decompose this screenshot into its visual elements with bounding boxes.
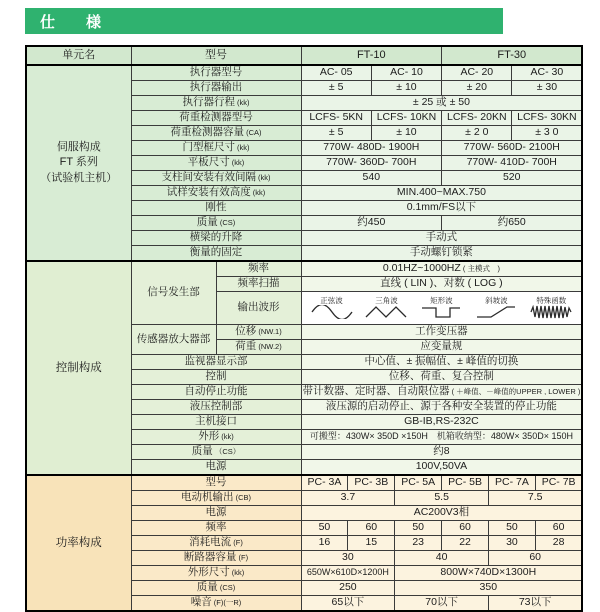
cell-text: 电源 bbox=[205, 506, 227, 519]
cell-value bbox=[301, 231, 582, 246]
cell-text: 0.1mm/FS以下 bbox=[406, 201, 477, 214]
cell-small-text: (kk) bbox=[234, 143, 250, 153]
cell-text: 23 bbox=[412, 536, 425, 549]
cell-text: 液压控制部 bbox=[189, 400, 243, 413]
cell-value bbox=[301, 261, 582, 277]
cell-text: 60 bbox=[459, 521, 471, 534]
cell-text: ± 5 bbox=[328, 126, 344, 139]
cell-text: AC- 10 bbox=[390, 66, 423, 79]
waveform-label: 三角波 bbox=[375, 295, 398, 305]
cell-small-text: (NW.1) bbox=[256, 327, 282, 337]
cell-text: 约8 bbox=[433, 445, 450, 458]
cell-value bbox=[489, 536, 536, 551]
cell-small-text: （CS） bbox=[212, 447, 241, 457]
unit-label-line: （试验机主机） bbox=[40, 171, 118, 184]
cell-text: 30 bbox=[506, 536, 518, 549]
cell-value bbox=[301, 385, 582, 400]
cell-text: LCFS- 5KN bbox=[309, 111, 363, 124]
cell-text: 液压源的启动停止、源于各种安全装置的停止功能 bbox=[325, 400, 557, 413]
cell-value bbox=[301, 277, 582, 292]
cell-value bbox=[348, 536, 395, 551]
table-header-row bbox=[26, 46, 582, 65]
cell-value bbox=[395, 596, 489, 612]
cell-text: 3.7 bbox=[340, 491, 356, 504]
group-label bbox=[131, 325, 216, 355]
row-label bbox=[131, 141, 301, 156]
cell-text: AC- 05 bbox=[319, 66, 353, 79]
cell-text: 50 bbox=[506, 521, 518, 534]
cell-value bbox=[301, 126, 371, 141]
cell-small-text: ( 主模式 ) bbox=[460, 264, 500, 274]
waveform-item bbox=[362, 297, 410, 320]
cell-small-text: (F) bbox=[236, 553, 249, 563]
cell-small-text: (CS) bbox=[217, 583, 236, 593]
cell-value bbox=[395, 521, 442, 536]
row-label bbox=[131, 81, 301, 96]
cell-value bbox=[512, 126, 582, 141]
cell-text: 350 bbox=[479, 581, 498, 594]
row-label bbox=[131, 521, 301, 536]
cell-value bbox=[301, 566, 395, 581]
cell-value bbox=[489, 475, 536, 491]
cell-text: 传感器放大器部 bbox=[136, 332, 211, 345]
cell-text: 监视器显示部 bbox=[184, 355, 248, 368]
cell-value bbox=[442, 216, 583, 231]
cell-text: PC- 5B bbox=[448, 476, 482, 489]
cell-value bbox=[442, 536, 489, 551]
cell-text: 工作变压器 bbox=[415, 325, 468, 338]
cell-text: 型号 bbox=[205, 48, 227, 61]
cell-text: 试样安装有效高度 bbox=[166, 186, 251, 199]
cell-text: 7.5 bbox=[527, 491, 543, 504]
cell-text: 800W×740D×1300H bbox=[440, 566, 537, 579]
cell-text: MIN.400~MAX.750 bbox=[396, 186, 486, 199]
cell-text: 16 bbox=[318, 536, 331, 549]
cell-text: 770W- 360D- 700H bbox=[326, 156, 417, 169]
cell-value bbox=[395, 581, 583, 596]
table-row bbox=[26, 475, 582, 491]
cell-value bbox=[301, 475, 348, 491]
row-label bbox=[216, 325, 301, 340]
cell-value bbox=[512, 81, 582, 96]
cell-value bbox=[301, 325, 582, 340]
col-header-model bbox=[131, 46, 301, 65]
cell-value bbox=[535, 475, 582, 491]
cell-text: 250 bbox=[339, 581, 357, 594]
waveform-label: 正弦波 bbox=[320, 295, 343, 305]
cell-value bbox=[301, 96, 582, 111]
cell-small-text: (CB) bbox=[233, 493, 251, 503]
cell-value bbox=[301, 141, 442, 156]
cell-small-text: (CS) bbox=[217, 218, 236, 228]
cell-text: ± 10 bbox=[396, 81, 417, 94]
row-label bbox=[131, 475, 301, 491]
cell-text: 770W- 560D- 2100H bbox=[463, 141, 560, 154]
cell-text: 位移 bbox=[235, 325, 257, 338]
waveform-item bbox=[417, 297, 465, 320]
cell-text: ± 30 bbox=[536, 81, 558, 94]
row-label bbox=[131, 126, 301, 141]
cell-text: 28 bbox=[552, 536, 565, 549]
cell-text: 外形尺寸 bbox=[187, 566, 230, 579]
cell-text: 650W×610D×1200H bbox=[306, 567, 389, 578]
cell-value bbox=[301, 581, 395, 596]
cell-text: 频率 bbox=[205, 521, 227, 534]
cell-text: 可搬型：430W× 350D ×150H 机箱收纳型：480W× 350D× 150H bbox=[309, 431, 573, 442]
cell-text: 直线 ( LIN )、对数 ( LOG ) bbox=[380, 277, 503, 290]
cell-value bbox=[442, 156, 583, 171]
cell-text: 约650 bbox=[497, 216, 526, 229]
row-label bbox=[131, 596, 301, 612]
cell-text: 执行器输出 bbox=[189, 81, 243, 94]
cell-text: 质量 bbox=[196, 581, 218, 594]
cell-text: PC- 7A bbox=[495, 476, 529, 489]
cell-text: 频率扫描 bbox=[237, 277, 280, 290]
cell-text: 60 bbox=[529, 551, 542, 564]
cell-text: 横梁的升降 bbox=[189, 231, 243, 244]
waveform-label: 矩形波 bbox=[430, 295, 453, 305]
cell-value bbox=[512, 111, 582, 126]
cell-text: PC- 3B bbox=[354, 476, 389, 489]
cell-value bbox=[442, 81, 512, 96]
cell-value bbox=[348, 475, 395, 491]
row-label bbox=[131, 385, 301, 400]
row-label bbox=[216, 340, 301, 355]
cell-text: 控制 bbox=[205, 370, 227, 383]
cell-value bbox=[395, 536, 442, 551]
cell-text: 荷重检测器型号 bbox=[179, 111, 253, 124]
cell-value bbox=[301, 445, 582, 460]
cell-value bbox=[371, 111, 441, 126]
cell-text: 执行器行程 bbox=[182, 96, 235, 109]
unit-label-line: 控制构成 bbox=[55, 361, 102, 374]
cell-text: AC200V3相 bbox=[413, 506, 470, 519]
table-row bbox=[26, 65, 582, 81]
row-label bbox=[131, 201, 301, 216]
cell-text: 15 bbox=[365, 536, 378, 549]
cell-value bbox=[301, 186, 582, 201]
cell-small-text: (kk) bbox=[229, 568, 245, 578]
unit-label-line: 功率构成 bbox=[55, 536, 102, 549]
cell-text: 质量 bbox=[191, 445, 213, 458]
cell-small-text: (kk) bbox=[250, 188, 266, 198]
waveform-list bbox=[308, 297, 576, 320]
cell-value bbox=[301, 400, 582, 415]
cell-value bbox=[301, 340, 582, 355]
row-label bbox=[131, 370, 301, 385]
cell-small-text: (CA) bbox=[244, 128, 262, 138]
row-label bbox=[216, 261, 301, 277]
cell-text: 执行器型号 bbox=[189, 66, 243, 79]
row-label bbox=[131, 551, 301, 566]
waveform-item bbox=[527, 297, 575, 320]
waveform-item bbox=[308, 297, 356, 320]
cell-text: 770W- 410D- 700H bbox=[466, 156, 557, 169]
cell-text: 100V,50VA bbox=[415, 460, 468, 473]
cell-value bbox=[371, 81, 441, 96]
cell-text: 60 bbox=[365, 521, 378, 534]
cell-value bbox=[535, 536, 582, 551]
cell-value bbox=[301, 521, 348, 536]
burst-wave-icon bbox=[529, 305, 573, 319]
cell-text: 约450 bbox=[357, 216, 386, 229]
cell-value bbox=[301, 370, 582, 385]
cell-value bbox=[301, 246, 582, 262]
cell-value bbox=[301, 536, 348, 551]
cell-text: 平板尺寸 bbox=[187, 156, 230, 169]
cell-text: 30 bbox=[342, 551, 354, 564]
cell-text: LCFS- 30KN bbox=[517, 111, 577, 124]
cell-text: 主机接口 bbox=[195, 415, 237, 428]
spec-table bbox=[25, 45, 583, 612]
cell-value bbox=[535, 521, 582, 536]
cell-value bbox=[301, 216, 442, 231]
page-title: 仕 様 bbox=[25, 8, 503, 34]
cell-value bbox=[301, 415, 582, 430]
cell-text: 电动机输出 bbox=[181, 491, 234, 504]
cell-value bbox=[301, 491, 395, 506]
cell-text: 荷重 bbox=[235, 340, 257, 353]
cell-text: 支柱间安装有效间隔 bbox=[161, 171, 256, 184]
cell-value bbox=[301, 65, 371, 81]
cell-value bbox=[395, 551, 489, 566]
cell-value bbox=[301, 355, 582, 370]
cell-value bbox=[489, 521, 536, 536]
cell-value bbox=[301, 201, 582, 216]
cell-value bbox=[489, 491, 583, 506]
col-header-ft30 bbox=[442, 46, 583, 65]
cell-text: ± 3 0 bbox=[535, 126, 559, 139]
waveform-item bbox=[472, 297, 520, 320]
row-label bbox=[216, 277, 301, 292]
group-label bbox=[131, 261, 216, 325]
cell-value bbox=[301, 81, 371, 96]
cell-value bbox=[442, 111, 512, 126]
cell-value bbox=[512, 65, 582, 81]
cell-text: 50 bbox=[412, 521, 425, 534]
cell-value bbox=[371, 126, 441, 141]
cell-text: PC- 5A bbox=[401, 476, 436, 489]
cell-value bbox=[442, 521, 489, 536]
cell-text: 770W- 480D- 1900H bbox=[323, 141, 420, 154]
cell-text: 50 bbox=[318, 521, 331, 534]
cell-text: FT-30 bbox=[497, 48, 527, 61]
cell-small-text: (kk) bbox=[234, 98, 250, 108]
cell-text: ± 5 bbox=[328, 81, 344, 94]
cell-text: 520 bbox=[502, 171, 521, 184]
cell-value bbox=[301, 506, 582, 521]
cell-text: 荷重检测器容量 bbox=[170, 126, 244, 139]
col-header-ft10 bbox=[301, 46, 442, 65]
cell-text: PC- 3A bbox=[307, 476, 342, 489]
cell-text: 22 bbox=[459, 536, 471, 549]
row-label bbox=[131, 491, 301, 506]
cell-small-text: (kk) bbox=[219, 432, 234, 442]
unit-label-line: FT 系列 bbox=[59, 156, 98, 169]
cell-text: 位移、荷重、复合控制 bbox=[388, 370, 494, 383]
cell-text: 型号 bbox=[205, 476, 227, 489]
cell-text: 540 bbox=[362, 171, 381, 184]
cell-text: 带计数器、定时器、自动限位器 bbox=[302, 385, 450, 398]
cell-text: 衡量的固定 bbox=[189, 246, 243, 259]
cell-text: 外形 bbox=[198, 430, 220, 443]
cell-text: 消耗电流 bbox=[189, 536, 232, 549]
cell-value bbox=[442, 126, 512, 141]
row-label bbox=[131, 445, 301, 460]
waveform-cell bbox=[301, 292, 582, 325]
cell-text: ± 20 bbox=[466, 81, 487, 94]
cell-text: ± 2 0 bbox=[465, 126, 489, 139]
cell-value bbox=[371, 65, 441, 81]
square-wave-icon bbox=[419, 305, 463, 319]
cell-value bbox=[301, 596, 395, 612]
cell-small-text: (F)(一R) bbox=[211, 598, 242, 608]
cell-text: 单元名 bbox=[62, 48, 96, 61]
cell-text: 断路器容量 bbox=[183, 551, 237, 564]
cell-text: 输出波形 bbox=[237, 301, 280, 314]
cell-value bbox=[442, 141, 583, 156]
cell-text: 频率 bbox=[248, 262, 269, 275]
row-label bbox=[131, 111, 301, 126]
cell-value bbox=[301, 551, 395, 566]
cell-text: GB-IB,RS-232C bbox=[404, 415, 479, 428]
cell-text: 70以下 bbox=[425, 596, 458, 609]
row-label bbox=[131, 156, 301, 171]
cell-value bbox=[395, 491, 489, 506]
cell-text: PC- 7B bbox=[541, 476, 576, 489]
cell-value bbox=[395, 566, 583, 581]
cell-text: 73以下 bbox=[518, 596, 552, 609]
cell-value bbox=[489, 596, 583, 612]
cell-text: FT-10 bbox=[356, 48, 386, 61]
cell-small-text: (kk) bbox=[255, 173, 271, 183]
row-label bbox=[131, 536, 301, 551]
cell-text: 40 bbox=[435, 551, 448, 564]
cell-value bbox=[348, 521, 395, 536]
waveform-label: 斜坡波 bbox=[485, 295, 508, 305]
cell-text: 信号发生部 bbox=[147, 286, 200, 299]
cell-text: 刚性 bbox=[205, 201, 227, 214]
row-label bbox=[131, 566, 301, 581]
row-label bbox=[131, 65, 301, 81]
cell-small-text: (F) bbox=[231, 538, 243, 548]
row-label bbox=[131, 430, 301, 445]
cell-value bbox=[442, 475, 489, 491]
cell-text: AC- 20 bbox=[460, 66, 494, 79]
triangle-wave-icon bbox=[364, 305, 408, 319]
row-label bbox=[131, 246, 301, 262]
cell-text: 电源 bbox=[205, 460, 227, 473]
cell-text: 60 bbox=[552, 521, 565, 534]
cell-text: 噪音 bbox=[190, 596, 212, 609]
row-label bbox=[131, 400, 301, 415]
waveform-label: 特殊函数 bbox=[536, 295, 567, 305]
row-label bbox=[131, 415, 301, 430]
cell-value bbox=[301, 460, 582, 476]
unit-label-line: 伺服构成 bbox=[56, 140, 101, 153]
cell-text: 质量 bbox=[196, 216, 218, 229]
row-label bbox=[216, 292, 301, 325]
cell-value bbox=[301, 171, 442, 186]
section-unit-label bbox=[26, 475, 131, 611]
sine-wave-icon bbox=[310, 305, 354, 319]
row-label bbox=[131, 186, 301, 201]
section-unit-label bbox=[26, 261, 131, 475]
cell-value bbox=[442, 171, 583, 186]
cell-text: LCFS- 20KN bbox=[447, 111, 507, 124]
col-header-unit-name bbox=[26, 46, 131, 65]
row-label bbox=[131, 171, 301, 186]
cell-text: 5.5 bbox=[434, 491, 449, 504]
cell-text: 手动式 bbox=[425, 231, 458, 244]
row-label bbox=[131, 216, 301, 231]
cell-text: AC- 30 bbox=[530, 66, 564, 79]
cell-value bbox=[301, 156, 442, 171]
ramp-wave-icon bbox=[474, 305, 518, 319]
cell-value bbox=[301, 111, 371, 126]
cell-text: 门型框尺寸 bbox=[182, 141, 235, 154]
cell-value bbox=[395, 475, 442, 491]
cell-small-text: ( ＋峰值、－峰值的UPPER , LOWER ) bbox=[449, 387, 581, 397]
row-label bbox=[131, 581, 301, 596]
cell-small-text: (kk) bbox=[229, 158, 245, 168]
row-label bbox=[131, 506, 301, 521]
section-unit-label bbox=[26, 65, 131, 261]
row-label bbox=[131, 96, 301, 111]
cell-small-text: (NW.2) bbox=[256, 342, 282, 352]
cell-value bbox=[442, 65, 512, 81]
table-row bbox=[26, 261, 582, 277]
row-label bbox=[131, 355, 301, 370]
row-label bbox=[131, 460, 301, 476]
cell-text: 自动停止功能 bbox=[184, 385, 248, 398]
cell-text: 手动螺钉锁紧 bbox=[409, 246, 473, 259]
cell-text: 应变量规 bbox=[420, 340, 463, 353]
cell-text: ± 10 bbox=[396, 126, 417, 139]
cell-text: 65以下 bbox=[331, 596, 365, 609]
cell-value bbox=[489, 551, 583, 566]
row-label bbox=[131, 231, 301, 246]
cell-text: 0.01HZ~1000HZ bbox=[382, 262, 461, 275]
cell-text: LCFS- 10KN bbox=[376, 111, 437, 124]
cell-value bbox=[301, 430, 582, 445]
cell-text: ± 25 或 ± 50 bbox=[412, 96, 470, 109]
cell-text: 中心值、± 振幅值、± 峰值的切换 bbox=[364, 355, 519, 368]
